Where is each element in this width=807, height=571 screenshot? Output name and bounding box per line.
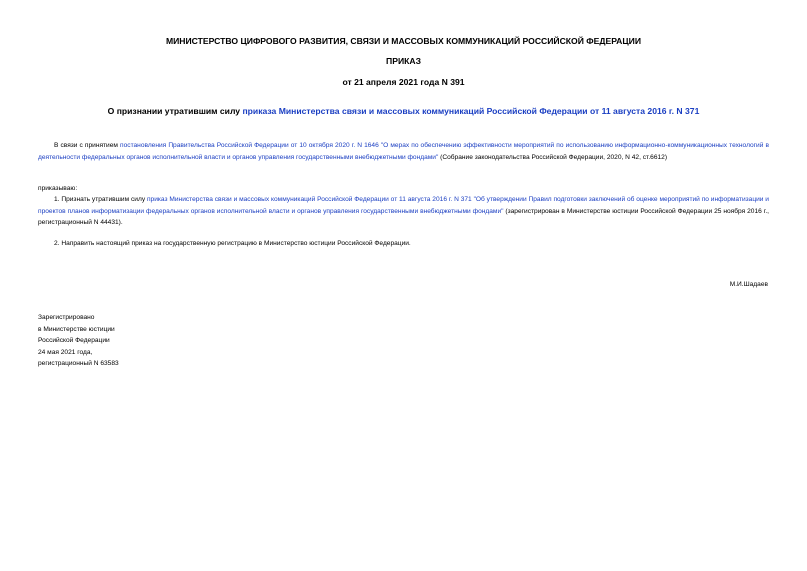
preamble-link[interactable]: постановления Правительства Российской Федерации от 10 октября 2020 г. N 1646 "О мерах по обеспечению эффективности мероприятий по использованию информационно-коммуникационных технологий в деятельности федеральных органов исполнительной власти и органов управления государственными внебюджетными фондами" <box>38 142 769 161</box>
registration-line-5: регистрационный N 63583 <box>38 360 119 368</box>
registration-line-3: Российской Федерации <box>38 337 110 345</box>
preamble-prefix: В связи с принятием <box>54 142 121 149</box>
preamble-paragraph <box>38 140 769 163</box>
item-1-prefix: 1. Признать утратившим силу <box>54 196 147 203</box>
date-number-heading: от 21 апреля 2021 года N 391 <box>342 77 465 87</box>
item-1-suffix: (зарегистрирован в Министерстве юстиции Российской Федерации 25 ноября 2016 г., регистрационный N 44431). <box>38 207 770 227</box>
document-title <box>0 106 807 117</box>
registration-block <box>38 312 119 370</box>
preamble-suffix: (Собрание законодательства Российской Федерации, 2020, N 42, ст.6612) <box>438 153 668 161</box>
doc-type-heading: ПРИКАЗ <box>386 56 421 66</box>
ministry-heading: МИНИСТЕРСТВО ЦИФРОВОГО РАЗВИТИЯ, СВЯЗИ И МАССОВЫХ КОММУНИКАЦИЙ РОССИЙСКОЙ ФЕДЕРАЦИИ <box>165 36 642 46</box>
signature: М.И.Шадаев <box>729 281 768 288</box>
item-1-paragraph <box>38 194 769 229</box>
item-2-paragraph: 2. Направить настоящий приказ на государственную регистрацию в Министерство юстиции Российской Федерации. <box>54 240 411 247</box>
title-prefix: О признании утратившим силу <box>107 106 243 116</box>
registration-line-4: 24 мая 2021 года, <box>38 348 93 356</box>
item-1-link[interactable]: приказ Министерства связи и массовых коммуникаций Российской Федерации от 11 августа 2016 г. N 371 "Об утверждении Правил подготовки заключений об оценке мероприятий по информатизации и проектов планов информатизации федеральных органов исполнительной власти и органов управления государственными внебюджетными фондами" <box>38 196 769 215</box>
registration-line-2: в Министерстве юстиции <box>38 325 115 333</box>
order-word: приказываю: <box>38 185 78 192</box>
registration-line-1: Зарегистрировано <box>38 314 95 321</box>
title-link[interactable]: приказа Министерства связи и массовых коммуникаций Российской Федерации от 11 августа 2016 г. N 371 <box>242 106 700 116</box>
